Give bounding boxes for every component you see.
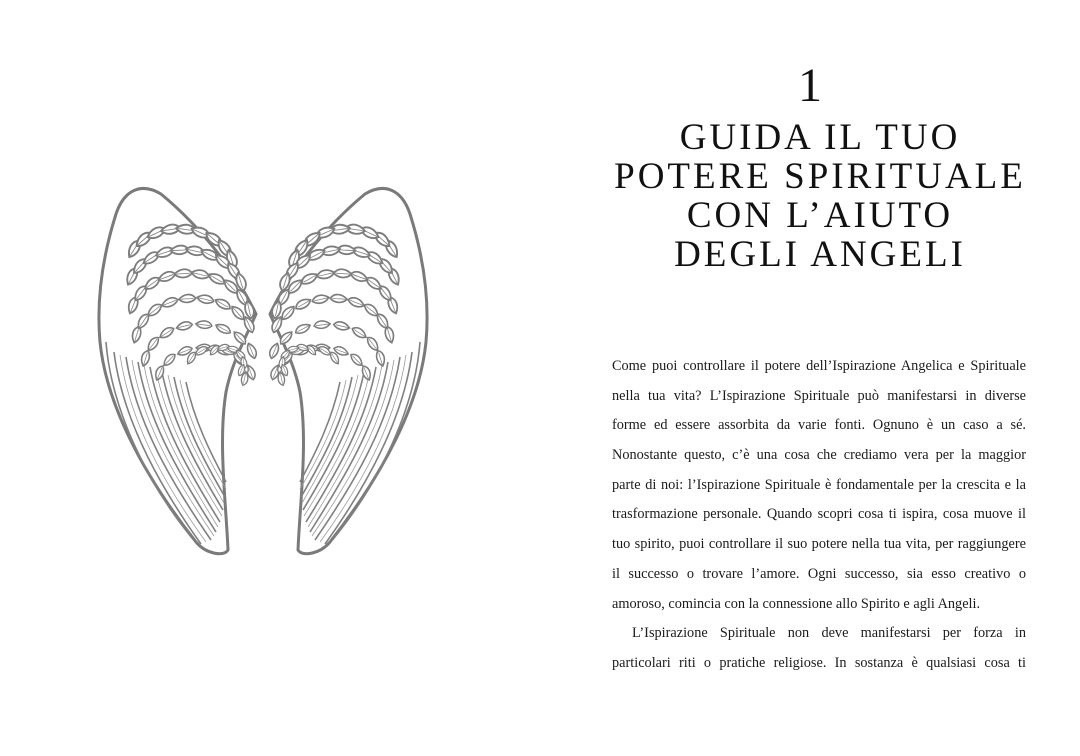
body-line: particolari riti o pratiche religiose. In sostanza è qualsiasi cosa ti xyxy=(612,654,1026,671)
chapter-title-line: CON L’AIUTO xyxy=(686,195,954,236)
chapter-title-line: DEGLI ANGELI xyxy=(674,234,966,275)
body-line: forme ed essere assorbita da varie fonti. Ognuno è un caso a sé. xyxy=(612,417,1026,434)
body-line: trasformazione personale. Quando scopri cosa ti ispira, cosa muove il xyxy=(612,506,1026,523)
chapter-title-line: POTERE SPIRITUALE xyxy=(614,156,1026,197)
body-line: nella tua vita? L’Ispirazione Spirituale può manifestarsi in diverse xyxy=(612,387,1026,404)
body-line: Come puoi controllare il potere dell’Ispirazione Angelica e Spirituale xyxy=(612,358,1026,374)
feather-scale xyxy=(246,342,258,359)
angel-wings-illustration xyxy=(86,172,440,560)
right-page xyxy=(540,0,1080,756)
body-line: Nonostante questo, c’è una cosa che crediamo vera per la maggior xyxy=(612,447,1026,464)
body-line: il successo o trovare l’amore. Ogni successo, sia esso creativo o xyxy=(612,565,1026,582)
body-line: parte di noi: l’Ispirazione Spirituale è fondamentale per la crescita e la xyxy=(612,476,1026,493)
chapter-body-text xyxy=(612,352,1026,679)
body-line: tuo spirito, puoi controllare il suo potere nella tua vita, per raggiungere xyxy=(612,536,1026,553)
left-wing xyxy=(99,188,258,553)
right-wing xyxy=(268,188,427,553)
body-line: amoroso, comincia con la connessione allo Spirito e agli Angeli. xyxy=(612,595,981,612)
chapter-title-line: GUIDA IL TUO xyxy=(679,117,961,158)
chapter-title xyxy=(580,118,1060,274)
body-line: L’Ispirazione Spirituale non deve manifestarsi per forza in xyxy=(632,625,1026,642)
chapter-number: 1 xyxy=(798,59,822,112)
feather-scale xyxy=(268,342,280,359)
